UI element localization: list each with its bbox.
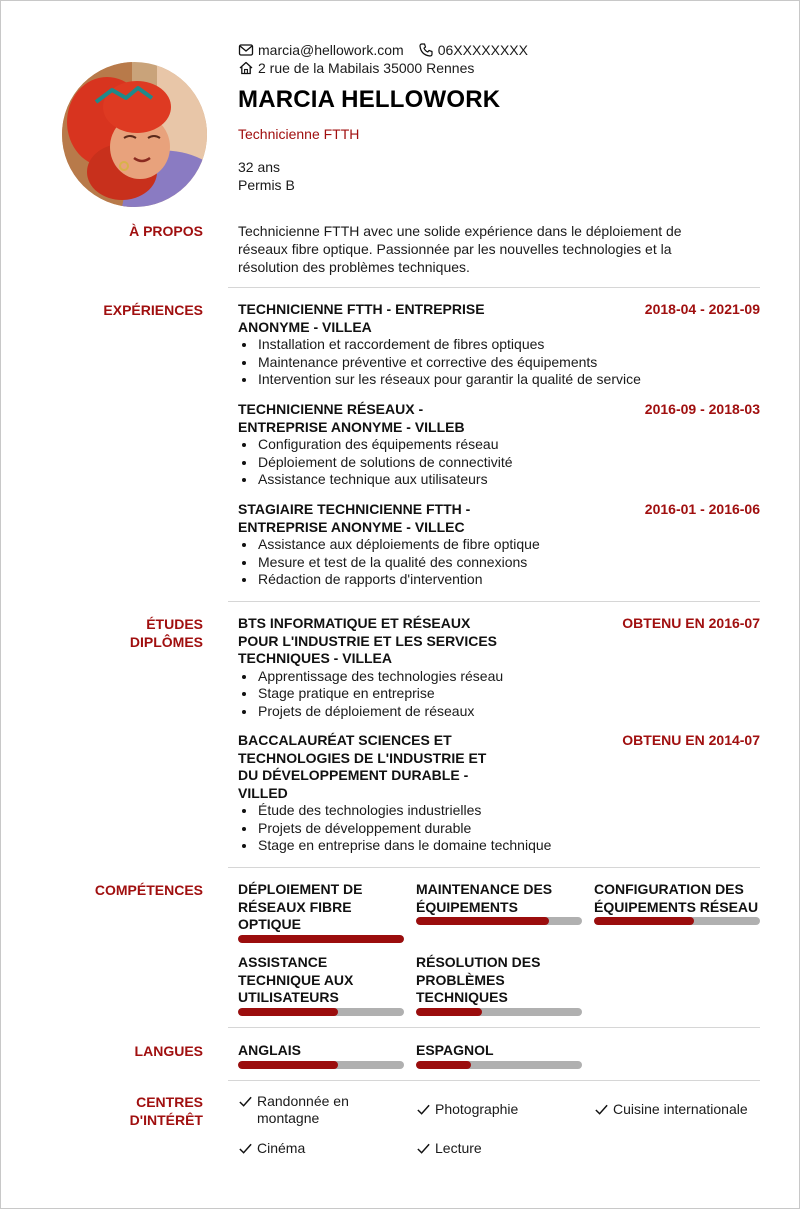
phone-contact[interactable]: [418, 42, 528, 58]
list-item: Projets de déploiement de réseaux: [238, 703, 760, 721]
check-icon: [238, 1141, 253, 1156]
experience-date: 2018-04 - 2021-09: [644, 301, 760, 317]
list-item: Installation et raccordement de fibres optiques: [238, 336, 760, 354]
list-item: Projets de développement durable: [238, 820, 760, 838]
section-label-languages: LANGUES: [134, 1043, 203, 1059]
list-item: Rédaction de rapports d'intervention: [238, 571, 760, 589]
education-title: BACCALAURÉAT SCIENCES ET TECHNOLOGIES DE L'INDUSTRIE ET DU DÉVELOPPEMENT DURABLE - VILLED: [238, 732, 487, 801]
list-item: Étude des technologies industrielles: [238, 802, 760, 820]
experience-date: 2016-09 - 2018-03: [644, 401, 760, 417]
skill-name: DÉPLOIEMENT DE RÉSEAUX FIBRE OPTIQUE: [238, 881, 363, 932]
divider: [228, 1027, 760, 1028]
section-label-studies: ÉTUDES DIPLÔMES: [129, 616, 203, 650]
divider: [228, 1080, 760, 1081]
skill-level-fill: [416, 917, 549, 925]
email-contact[interactable]: [238, 42, 404, 58]
skill-name: CONFIGURATION DES ÉQUIPEMENTS RÉSEAU: [594, 881, 759, 915]
check-icon: [238, 1094, 253, 1109]
address-text: 2 rue de la Mabilais 35000 Rennes: [258, 60, 475, 76]
language-level-fill: [238, 1061, 338, 1069]
about-text: Technicienne FTTH avec une solide expérience dans le déploiement de réseaux fibre optique. Passionnée par les nouvelles technologies et la résolution des problèmes techniques.: [238, 223, 682, 275]
skill-level-bar: [238, 1008, 404, 1016]
phone-text: 06XXXXXXXX: [437, 42, 528, 58]
education-entry: [238, 615, 760, 720]
skill-item: [594, 881, 760, 925]
divider: [228, 601, 760, 602]
divider: [228, 867, 760, 868]
list-item: Intervention sur les réseaux pour garantir la qualité de service: [238, 371, 760, 389]
list-item: Apprentissage des technologies réseau: [238, 668, 760, 686]
experience-date: 2016-01 - 2016-06: [644, 501, 760, 517]
education-date: OBTENU EN 2016-07: [622, 615, 760, 631]
skill-item: [238, 954, 404, 1016]
interest-item: [416, 1101, 518, 1118]
language-level-bar: [416, 1061, 582, 1069]
skill-item: [238, 881, 404, 943]
address-row: [238, 60, 474, 76]
list-item: Assistance technique aux utilisateurs: [238, 471, 760, 489]
experience-bullets: [238, 536, 760, 589]
experience-entry: [238, 401, 760, 489]
education-bullets: [238, 802, 760, 855]
education-date: OBTENU EN 2014-07: [622, 732, 760, 748]
list-item: Déploiement de solutions de connectivité: [238, 454, 760, 472]
avatar-illustration-icon: [62, 62, 207, 207]
candidate-name: MARCIA HELLOWORK: [238, 86, 501, 113]
skill-name: ASSISTANCE TECHNIQUE AUX UTILISATEURS: [238, 954, 354, 1005]
list-item: Assistance aux déploiements de fibre optique: [238, 536, 760, 554]
interest-item: [238, 1140, 305, 1157]
interest-item: [416, 1140, 482, 1157]
experience-bullets: [238, 336, 760, 389]
section-label-about: À PROPOS: [129, 223, 203, 239]
contact-row: [238, 42, 528, 58]
section-label-experiences: EXPÉRIENCES: [103, 302, 203, 318]
language-level-fill: [416, 1061, 471, 1069]
list-item: Mesure et test de la qualité des connexions: [238, 554, 760, 572]
list-item: Stage en entreprise dans le domaine technique: [238, 837, 760, 855]
email-text: marcia@hellowork.com: [258, 42, 404, 58]
interest-item: [238, 1093, 349, 1127]
interest-label: Cuisine internationale: [613, 1101, 748, 1117]
home-icon: [238, 60, 254, 76]
skill-level-bar: [238, 935, 404, 943]
skill-name: RÉSOLUTION DES PROBLÈMES TECHNIQUES: [416, 954, 541, 1005]
interest-label: Cinéma: [257, 1140, 306, 1156]
interest-item: [594, 1101, 748, 1118]
experience-bullets: [238, 436, 760, 489]
experience-entry: [238, 301, 760, 389]
skill-name: MAINTENANCE DES ÉQUIPEMENTS: [416, 881, 553, 915]
language-name: ANGLAIS: [238, 1042, 301, 1058]
language-name: ESPAGNOL: [416, 1042, 494, 1058]
experience-title: TECHNICIENNE RÉSEAUX - ENTREPRISE ANONYME - VILLEB: [238, 401, 465, 435]
experience-title: STAGIAIRE TECHNICIENNE FTTH - ENTREPRISE ANONYME - VILLEC: [238, 501, 471, 535]
experience-title: TECHNICIENNE FTTH - ENTREPRISE ANONYME - VILLEA: [238, 301, 485, 335]
skill-item: [416, 954, 582, 1016]
check-icon: [416, 1141, 431, 1156]
skill-level-fill: [594, 917, 694, 925]
check-icon: [416, 1102, 431, 1117]
list-item: Stage pratique en entreprise: [238, 685, 760, 703]
divider: [228, 287, 760, 288]
section-label-skills: COMPÉTENCES: [94, 882, 203, 898]
check-icon: [594, 1102, 609, 1117]
age: 32 ans: [238, 159, 281, 175]
list-item: Configuration des équipements réseau: [238, 436, 760, 454]
experience-entry: [238, 501, 760, 589]
language-item: [416, 1042, 582, 1069]
language-item: [238, 1042, 404, 1069]
interest-label: Lecture: [435, 1140, 482, 1156]
skill-level-bar: [594, 917, 760, 925]
skill-level-fill: [238, 1008, 338, 1016]
address-contact: [238, 60, 474, 76]
skill-item: [416, 881, 582, 925]
skill-level-bar: [416, 917, 582, 925]
skill-level-bar: [416, 1008, 582, 1016]
education-bullets: [238, 668, 760, 721]
skill-level-fill: [238, 935, 404, 943]
job-title: Technicienne FTTH: [238, 126, 360, 142]
language-level-bar: [238, 1061, 404, 1069]
profile-photo: [62, 62, 207, 207]
section-label-interests: CENTRES D'INTÉRÊT: [129, 1094, 203, 1128]
education-entry: [238, 732, 760, 855]
interest-label: Randonnée en montagne: [257, 1093, 349, 1126]
interest-label: Photographie: [435, 1101, 519, 1117]
phone-icon: [418, 42, 434, 58]
mail-icon: [238, 42, 254, 58]
list-item: Maintenance préventive et corrective des équipements: [238, 354, 760, 372]
driving-license: Permis B: [238, 177, 295, 193]
skill-level-fill: [416, 1008, 482, 1016]
education-title: BTS INFORMATIQUE ET RÉSEAUX POUR L'INDUSTRIE ET LES SERVICES TECHNIQUES - VILLEA: [238, 615, 497, 666]
